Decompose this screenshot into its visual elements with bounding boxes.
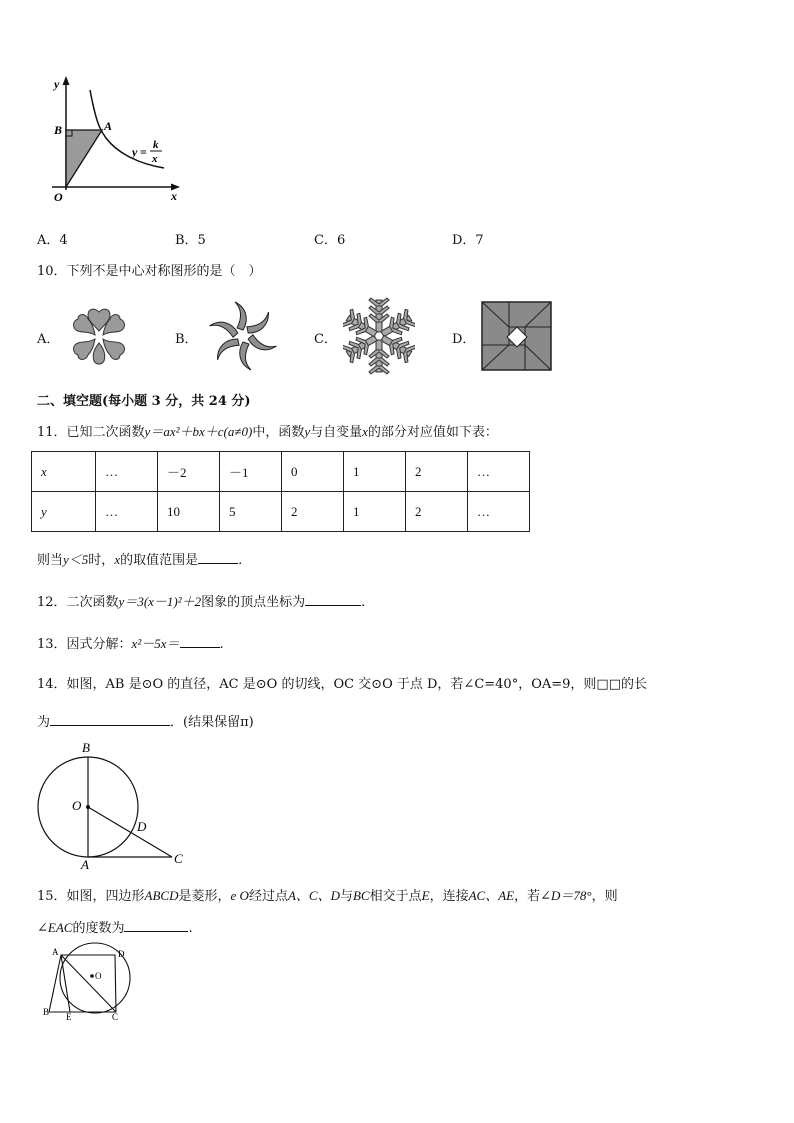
q14-line1-text: 14．如图，AB 是⊙O 的直径，AC 是⊙O 的切线，OC 交⊙O 于点 D，若∠C=40°，OA=9，则 — [37, 677, 597, 692]
q10-figure-d-square — [481, 301, 552, 371]
q15-line1-e: ，连接 — [429, 889, 469, 904]
y-axis-label: y — [54, 77, 60, 91]
q10-label-d[interactable]: D． — [452, 332, 476, 347]
q15-figure — [38, 942, 134, 1022]
point-a-label: A — [104, 119, 113, 133]
q14-line2 — [37, 711, 254, 730]
q13-end: . — [219, 637, 224, 652]
q15-line1-d: 相交于点 — [369, 889, 422, 904]
table-cell: 1 — [344, 452, 406, 492]
table-cell: 2 — [406, 492, 468, 532]
q11-tail — [37, 549, 242, 568]
curve-label-den: x — [152, 153, 158, 165]
table-cell: y — [32, 492, 96, 532]
q15-ac-ae: AC、AE — [468, 888, 515, 903]
label-a: A — [52, 947, 59, 957]
segment-ac — [61, 955, 116, 1012]
q9-option-b[interactable]: B．5 — [175, 233, 206, 248]
q11-tail-pre: 则当 — [37, 553, 64, 568]
table-cell: … — [96, 452, 158, 492]
q10-label-b[interactable]: B． — [175, 332, 198, 347]
curve-label-num: k — [153, 139, 159, 151]
q10-label-a[interactable]: A． — [37, 332, 60, 347]
q15-line2-post: 的度数为 — [72, 921, 125, 936]
label-d: D — [118, 949, 125, 959]
q13-answer-blank[interactable] — [180, 635, 220, 648]
table-cell: 5 — [220, 492, 282, 532]
label-o: O — [95, 971, 102, 981]
q11-var-y: y — [304, 424, 311, 439]
q15-bc: BC — [352, 888, 370, 903]
center-dot — [86, 805, 90, 809]
q14-line2-pre: 为 — [37, 715, 51, 730]
q15-line1-a: 是菱形， — [178, 889, 231, 904]
q15-line1-g: ，则 — [591, 889, 618, 904]
x-axis-label: x — [171, 189, 177, 203]
q14-figure — [30, 738, 195, 870]
q15-e: E — [421, 888, 430, 903]
label-o: O — [72, 798, 82, 813]
q11-tail-condition: y＜5 — [63, 552, 89, 567]
q15-line1-b: 经过点 — [248, 889, 288, 904]
q11-tail-x: x — [114, 552, 121, 567]
q11-stem — [37, 421, 498, 440]
q10-stem: 10．下列不是中心对称图形的是（ ） — [37, 264, 262, 279]
q15-abcd: ABCD — [144, 888, 179, 903]
table-row-y — [32, 492, 530, 532]
q12-stem — [37, 591, 365, 610]
label-c: C — [112, 1012, 119, 1022]
table-cell: … — [468, 492, 530, 532]
q13-expression: x²－5x＝ — [131, 636, 180, 651]
table-cell: 2 — [282, 492, 344, 532]
table-cell: x — [32, 452, 96, 492]
origin-label: O — [54, 190, 63, 204]
q10-figure-b-pinwheel — [206, 299, 280, 373]
label-c: C — [174, 851, 183, 866]
q12-post: 图象的顶点坐标为 — [201, 595, 306, 610]
q11-stem-mid2: 与自变量 — [310, 425, 363, 440]
curve-label-eq: = — [140, 145, 147, 159]
q9-option-d[interactable]: D．7 — [452, 233, 484, 248]
q14-arc-glyphs: □□ — [596, 677, 621, 692]
table-row-x — [32, 452, 530, 492]
q15-line2 — [37, 917, 193, 936]
table-cell: 2 — [406, 452, 468, 492]
q15-line1-f: ，若 — [514, 889, 541, 904]
rhombus-abcd — [49, 955, 116, 1012]
q13-pre: 13．因式分解： — [37, 637, 132, 652]
q15-points: A、C、D — [287, 888, 340, 903]
q11-answer-blank[interactable] — [198, 551, 238, 564]
q9-figure — [40, 72, 190, 207]
q12-equation: y＝3(x－1)²＋2 — [118, 594, 202, 609]
q10-figure-a-hearts — [64, 303, 134, 367]
q12-pre: 12．二次函数 — [37, 595, 119, 610]
label-d: D — [137, 819, 147, 834]
label-b: B — [82, 740, 90, 755]
label-e: E — [66, 1012, 72, 1022]
q12-answer-blank[interactable] — [305, 593, 361, 606]
table-cell: －2 — [158, 452, 220, 492]
q15-answer-blank[interactable] — [124, 919, 188, 932]
q15-line2-end: . — [188, 921, 193, 936]
q15-line1 — [37, 885, 618, 904]
table-cell: … — [468, 452, 530, 492]
section-title: 二、填空题(每小题 3 分，共 24 分) — [37, 394, 251, 409]
segment-oc — [88, 807, 172, 857]
q15-circle-o: e O — [230, 888, 249, 903]
curve-label-y: y — [132, 145, 138, 159]
table-cell: －1 — [220, 452, 282, 492]
q11-tail-post: 的取值范围是 — [120, 553, 199, 568]
table-cell: 1 — [344, 492, 406, 532]
q11-stem-pre: 11．已知二次函数 — [37, 425, 145, 440]
table-cell: … — [96, 492, 158, 532]
q11-var-x: x — [362, 424, 368, 439]
table-cell: 0 — [282, 452, 344, 492]
q11-value-table — [31, 451, 530, 532]
q14-line1-end: 的长 — [621, 677, 648, 692]
q9-option-a[interactable]: A．4 — [37, 233, 68, 248]
q13-stem — [37, 633, 224, 652]
q11-tail-mid: 时， — [88, 553, 115, 568]
q9-option-c[interactable]: C．6 — [314, 233, 346, 248]
center-dot — [90, 974, 94, 978]
q11-equation: y＝ax²＋bx＋c(a≠0) — [144, 424, 253, 439]
q14-line2-post: ．(结果保留π) — [170, 715, 254, 730]
y-axis-arrow — [63, 76, 70, 85]
q15-line1-pre: 15．如图，四边形 — [37, 889, 145, 904]
q11-stem-mid: 中，函数 — [252, 425, 305, 440]
triangle-oab — [66, 130, 102, 187]
q10-figure-c-snowflake — [343, 297, 415, 375]
label-a: A — [81, 857, 89, 870]
q14-answer-blank[interactable] — [50, 713, 170, 726]
point-b-label: B — [54, 123, 63, 137]
q10-label-c[interactable]: C． — [314, 332, 337, 347]
q15-angle-d: ∠D＝78° — [540, 888, 592, 903]
q11-stem-post: 的部分对应值如下表： — [367, 425, 498, 440]
table-cell: 10 — [158, 492, 220, 532]
q15-line1-c: 与 — [339, 889, 353, 904]
q15-angle-eac: ∠EAC — [37, 920, 73, 935]
q14-line1 — [37, 673, 647, 692]
label-b: B — [43, 1007, 50, 1017]
q11-tail-end: . — [238, 553, 243, 568]
q12-end: . — [361, 595, 366, 610]
